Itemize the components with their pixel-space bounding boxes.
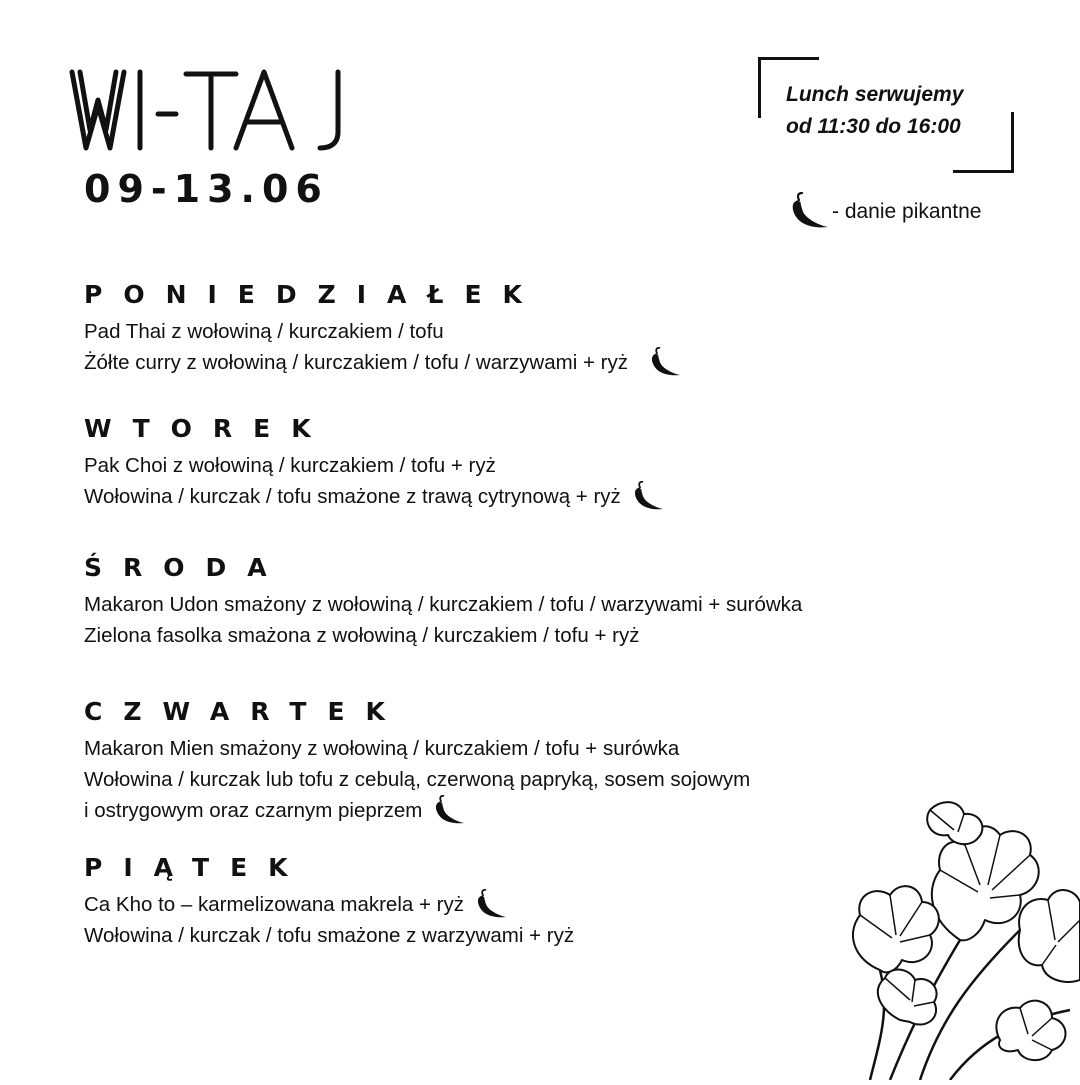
day-section-wtorek	[84, 414, 665, 512]
dish-item	[84, 920, 574, 951]
lunch-hours-text	[786, 79, 963, 143]
day-section-czwartek	[84, 697, 750, 826]
dish-item	[84, 450, 665, 481]
dish-text: i ostrygowym oraz czarnym pieprzem	[84, 799, 423, 822]
dish-text: Ca Kho to – karmelizowana makrela + ryż	[84, 893, 464, 916]
chili-icon	[648, 347, 682, 379]
chili-icon	[432, 795, 466, 827]
lunch-hours-box	[758, 57, 1014, 173]
day-title: ŚRODA	[84, 553, 288, 582]
spicy-legend	[788, 192, 981, 232]
lunch-line-1: Lunch serwujemy	[786, 83, 964, 106]
day-title: CZWARTEK	[84, 697, 406, 726]
day-section-poniedzialek	[84, 280, 682, 378]
dish-item	[84, 764, 750, 795]
lunch-line-2: od 11:30 do 16:00	[786, 115, 961, 138]
dish-item	[84, 347, 682, 378]
dish-item	[84, 620, 802, 651]
dish-text: Wołowina / kurczak lub tofu z cebulą, czerwoną papryką, sosem sojowym	[84, 768, 751, 791]
chili-icon	[474, 889, 508, 921]
dish-text: Makaron Mien smażony z wołowiną / kurczakiem / tofu + surówka	[84, 737, 680, 760]
day-title: WTOREK	[84, 414, 332, 443]
dish-text: Wołowina / kurczak / tofu smażone z warzywami + ryż	[84, 924, 575, 947]
dish-text: Makaron Udon smażony z wołowiną / kurczakiem / tofu / warzywami + surówka	[84, 593, 803, 616]
dish-item	[84, 889, 574, 920]
dish-text: Wołowina / kurczak / tofu smażone z trawą cytrynową + ryż	[84, 485, 621, 508]
parsley-illustration	[830, 790, 1080, 1080]
dish-text: Pad Thai z wołowiną / kurczakiem / tofu	[84, 320, 444, 343]
dish-text: Żółte curry z wołowiną / kurczakiem / tofu / warzywami + ryż	[84, 351, 628, 374]
dish-item	[84, 733, 750, 764]
day-section-piatek	[84, 853, 574, 951]
chili-icon	[631, 481, 665, 513]
chili-icon	[788, 192, 830, 232]
legend-text: - danie pikantne	[832, 200, 982, 223]
dish-item	[84, 795, 750, 826]
witaj-logo	[68, 66, 358, 156]
day-title: PIĄTEK	[84, 853, 309, 882]
dish-text: Zielona fasolka smażona z wołowiną / kurczakiem / tofu + ryż	[84, 624, 640, 647]
dish-item	[84, 589, 802, 620]
dish-item	[84, 316, 682, 347]
day-section-sroda	[84, 553, 802, 651]
date-range: 09-13.06	[84, 167, 329, 211]
dish-item	[84, 481, 665, 512]
day-title: PONIEDZIAŁEK	[84, 280, 543, 309]
dish-text: Pak Choi z wołowiną / kurczakiem / tofu + ryż	[84, 454, 496, 477]
